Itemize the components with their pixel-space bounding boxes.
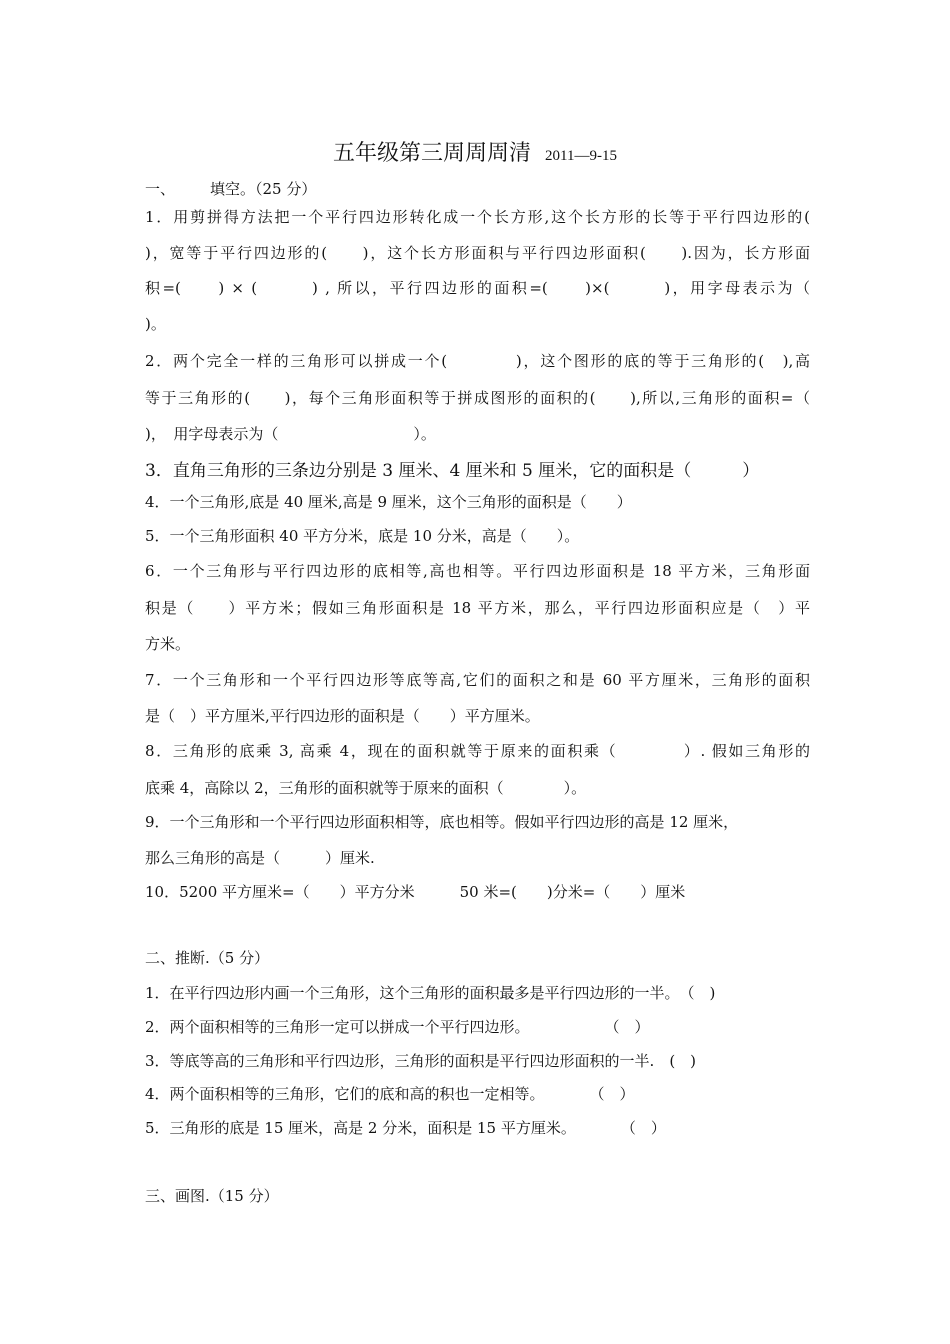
s1-line-2: )，宽等于平行四边形的( )，这个长方形面积与平行四边形面积( ).因为，长方形面 [145, 244, 810, 262]
s1-line-11: 6．一个三角形与平行四边形的底相等,高也相等。平行四边形面积是 18 平方米，三角形面 [145, 562, 810, 580]
section1-number: 一、 [145, 180, 176, 198]
s1-line-20: 10．5200 平方厘米=（ ）平方分米 50 米=( )分米=（ ）厘米 [145, 883, 686, 901]
s1-line-6: 等于三角形的( )，每个三角形面积等于拼成图形的面积的( ),所以,三角形的面积=（ [145, 389, 810, 407]
s1-line-9: 4．一个三角形,底是 40 厘米,高是 9 厘米，这个三角形的面积是（ ） [145, 493, 632, 511]
s1-line-10: 5．一个三角形面积 40 平方分米，底是 10 分米，高是（ ）。 [145, 527, 580, 545]
s2-line-2: 2．两个面积相等的三角形一定可以拼成一个平行四边形。 （ ） [145, 1018, 650, 1036]
section1-heading [145, 178, 316, 199]
s1-line-19: 那么三角形的高是（ ）厘米. [145, 849, 375, 867]
s1-line-16: 8．三角形的底乘 3, 高乘 4，现在的面积就等于原来的面积乘（ ）. 假如三角形的 [145, 742, 810, 760]
s1-line-12: 积是（ ）平方米；假如三角形面积是 18 平方米，那么，平行四边形面积应是（ ）平 [145, 599, 810, 617]
s1-line-7: )， 用字母表示为（ ）。 [145, 425, 436, 443]
section3-heading: 三、画图.（15 分） [145, 1187, 279, 1205]
s1-line-13: 方米。 [145, 635, 191, 653]
s1-line-4: )。 [145, 315, 166, 333]
s1-line-3: 积=( ) × ( ) , 所以，平行四边形的面积=( )×( )，用字母表示为（ [145, 279, 810, 297]
s2-line-3: 3．等底等高的三角形和平行四边形，三角形的面积是平行四边形面积的一半. ( ) [145, 1052, 697, 1070]
section2-heading: 二、推断.（5 分） [145, 949, 270, 967]
page-title [0, 136, 950, 167]
s2-line-1: 1．在平行四边形内画一个三角形，这个三角形的面积最多是平行四边形的一半。 （ ) [145, 984, 716, 1002]
s1-line-5: 2．两个完全一样的三角形可以拼成一个( )，这个图形的底的等于三角形的( ),高 [145, 352, 810, 370]
s1-line-15: 是（ ）平方厘米,平行四边形的面积是（ ）平方厘米。 [145, 707, 540, 725]
s1-line-17: 底乘 4，高除以 2，三角形的面积就等于原来的面积（ ）。 [145, 779, 587, 797]
s2-line-4: 4．两个面积相等的三角形，它们的底和高的积也一定相等。 （ ） [145, 1085, 635, 1103]
title-text: 五年级第三周周周清 [333, 141, 532, 166]
s1-line-14: 7．一个三角形和一个平行四边形等底等高,它们的面积之和是 60 平方厘米，三角形的面积 [145, 671, 810, 689]
date-text: 2011—9-15 [545, 148, 617, 164]
s2-line-5: 5．三角形的底是 15 厘米，高是 2 分米，面积是 15 平方厘米。 （ ） [145, 1119, 666, 1137]
s1-line-1: 1．用剪拼得方法把一个平行四边形转化成一个长方形,这个长方形的长等于平行四边形的( [145, 208, 810, 226]
section1-label: 填空。（25 分） [210, 180, 317, 198]
s1-line-8: 3．直角三角形的三条边分别是 3 厘米、4 厘米和 5 厘米，它的面积是（ ） [145, 461, 760, 481]
s1-line-18: 9．一个三角形和一个平行四边形面积相等，底也相等。假如平行四边形的高是 12 厘米， [145, 813, 739, 831]
